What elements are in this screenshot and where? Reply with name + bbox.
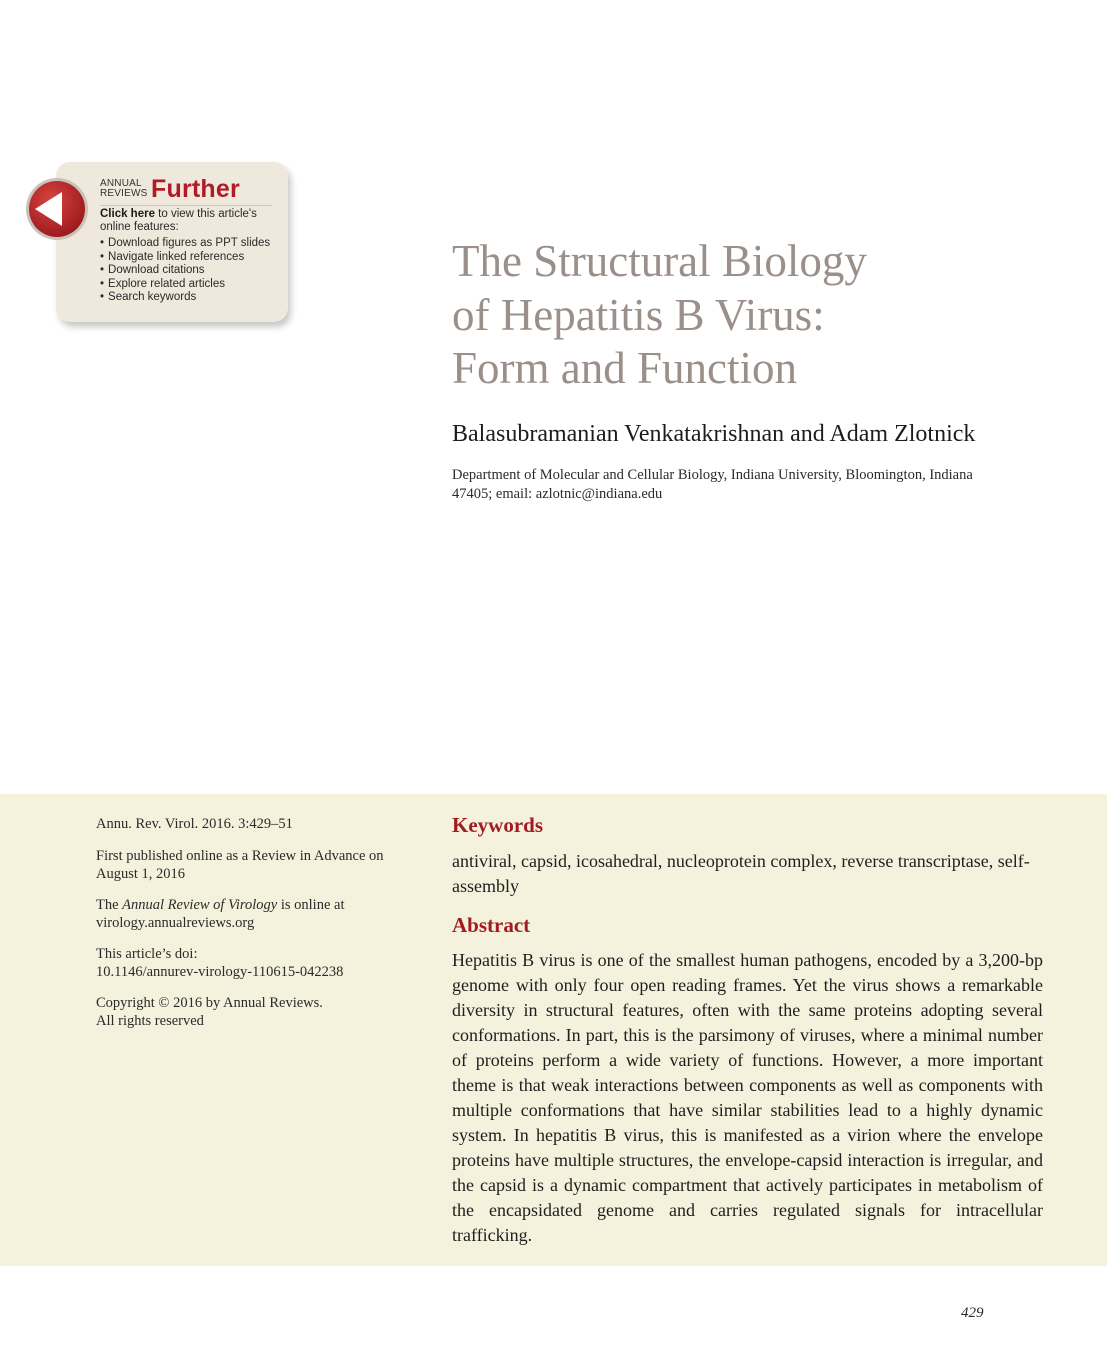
title-line: Form and Function xyxy=(452,343,797,393)
feature-download-citations[interactable]: • Download citations xyxy=(100,264,280,278)
click-here-link[interactable]: Click here xyxy=(100,208,155,220)
further-title: Further xyxy=(151,175,240,203)
title-line: of Hepatitis B Virus: xyxy=(452,289,825,340)
copyright: Copyright © 2016 by Annual Reviews. All rights reserved xyxy=(96,994,323,1029)
doi-block xyxy=(96,945,416,982)
feature-related-articles[interactable]: • Explore related articles xyxy=(100,278,280,292)
doi-label: This article’s doi: xyxy=(96,945,198,962)
abstract-text: Hepatitis B virus is one of the smallest human pathogens, encoded by a 3,200-bp genome with only four open reading frames. Yet the virus shows a remarkable diversity in structural features, often with the same proteins adopting several conformations. In part, this is the parsimony of viruses, where a minimal number of proteins perform a wide variety of functions. However, a more important theme is that weak interactions between components as well as components with multiple conformations that have similar stabilities lead to a highly dynamic system. In hepatitis B virus, this is manifested as a virion where the envelope proteins have multiple structures, the envelope-capsid interaction is irregular, and the capsid is a dynamic compartment that actively participates in metabolism of the encapsidated genome and carries regulated signals for intracellular trafficking. xyxy=(452,950,1043,1245)
feature-list xyxy=(100,237,280,305)
affiliation: Department of Molecular and Cellular Biology, Indiana University, Bloomington, Indiana 47405; email: azlotnic@indiana.edu xyxy=(452,467,973,502)
annual-reviews-logo: ANNUAL REVIEWS xyxy=(100,178,148,199)
further-body xyxy=(100,208,280,305)
back-arrow-circle-icon[interactable] xyxy=(25,177,89,241)
keywords-list: antiviral, capsid, icosahedral, nucleoprotein complex, reverse transcriptase, self-assembly xyxy=(452,851,1030,896)
feature-download-figures[interactable]: • Download figures as PPT slides xyxy=(100,237,280,251)
title-line: The Structural Biology xyxy=(452,236,867,286)
journal-online: The Annual Review of Virology is online at virology.annualreviews.org xyxy=(96,896,345,931)
abstract-heading: Abstract xyxy=(452,913,531,937)
feature-linked-references[interactable]: • Navigate linked references xyxy=(100,251,280,265)
feature-search-keywords[interactable]: • Search keywords xyxy=(100,291,280,305)
doi-link[interactable]: 10.1146/annurev-virology-110615-042238 xyxy=(96,964,344,980)
page-number: 429 xyxy=(961,1305,984,1321)
article-title xyxy=(452,235,1012,396)
further-intro: Click here to view this article's online features: xyxy=(100,208,257,233)
authors: Balasubramanian Venkatakrishnan and Adam Zlotnick xyxy=(452,421,976,447)
keywords-heading: Keywords xyxy=(452,813,543,837)
first-published: First published online as a Review in Advance on August 1, 2016 xyxy=(96,847,384,882)
article-meta xyxy=(96,815,416,1043)
journal-name: Annual Review of Virology xyxy=(122,896,278,913)
citation: Annu. Rev. Virol. 2016. 3:429–51 xyxy=(96,816,293,832)
further-divider xyxy=(100,205,272,206)
